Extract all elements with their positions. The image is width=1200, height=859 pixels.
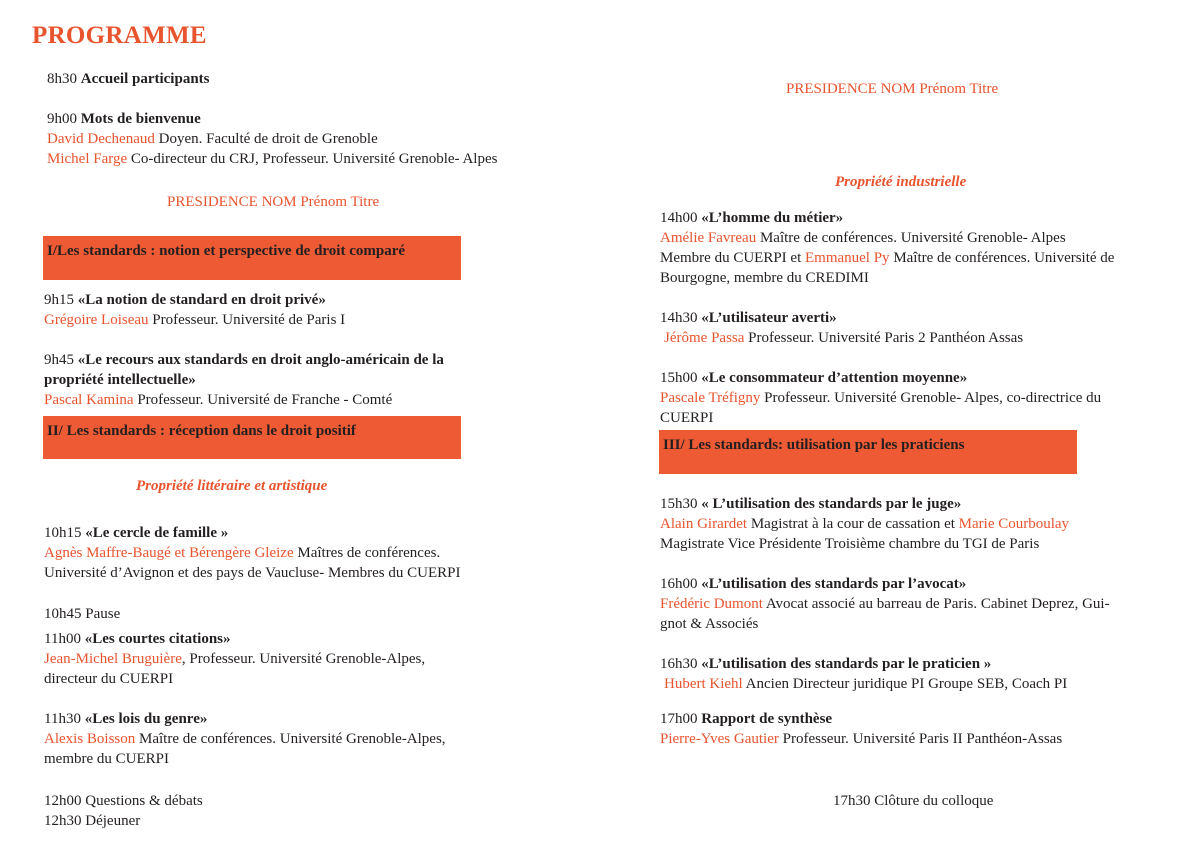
- time: 16h00: [660, 576, 702, 592]
- agenda-item-10h15: [44, 523, 460, 583]
- item-title: «Le cercle de famille »: [85, 525, 229, 541]
- agenda-item-14h00: [660, 208, 1114, 288]
- speaker-name: Frédéric Dumont: [660, 596, 763, 612]
- agenda-item-questions: 12h00 Questions & débats: [44, 793, 203, 809]
- speaker-desc: Magistrate Vice Présidente Troisième chambre du TGI de Paris: [660, 536, 1040, 552]
- speaker-desc: Maître de conférences. Université Grenoble- Alpes: [756, 230, 1066, 246]
- section-title: I/Les standards : notion et perspective de droit comparé: [47, 243, 406, 259]
- speaker-desc: Maître de conférences. Université de: [889, 250, 1115, 266]
- agenda-item-16h00: [660, 574, 1110, 634]
- item-title: «Le consommateur d’attention moyenne»: [701, 370, 968, 386]
- time: 16h30: [660, 656, 702, 672]
- section-title: III/ Les standards: utilisation par les praticiens: [663, 437, 965, 453]
- time: 8h30: [47, 71, 77, 87]
- item-title: «L’homme du métier»: [701, 210, 844, 226]
- agenda-item-16h30: [660, 654, 1067, 694]
- agenda-item-cloture: 17h30 Clôture du colloque: [833, 793, 994, 809]
- speaker-desc: Magistrat à la cour de cassation et: [747, 516, 959, 532]
- time: 9h15: [44, 292, 78, 308]
- agenda-item-bienvenue: [47, 109, 497, 169]
- speaker-desc: Université d’Avignon et des pays de Vaucluse- Membres du CUERPI: [44, 565, 461, 581]
- item-title: «L’utilisation des standards par l’avocat»: [701, 576, 967, 592]
- item-title: «Le recours aux standards en droit anglo-américain de la: [77, 352, 444, 368]
- item-title: «L’utilisateur averti»: [701, 310, 837, 326]
- agenda-item-11h00: [44, 629, 425, 689]
- presidence-label: PRESIDENCE NOM Prénom Titre: [167, 194, 380, 210]
- time: 17h00: [660, 711, 702, 727]
- section-subtitle: Propriété industrielle: [835, 174, 967, 190]
- speaker-desc: Doyen. Faculté de droit de Grenoble: [154, 131, 378, 147]
- speaker-desc: Ancien Directeur juridique PI Groupe SEB, Coach PI: [742, 676, 1068, 692]
- agenda-item-11h30: [44, 709, 446, 769]
- section-title: II/ Les standards : réception dans le droit positif: [47, 423, 356, 439]
- speaker-desc: Avocat associé au barreau de Paris. Cabinet Deprez, Gui-: [762, 596, 1110, 612]
- page-title: PROGRAMME: [32, 22, 207, 49]
- item-title: « L’utilisation des standards par le juge»: [701, 496, 962, 512]
- speaker-desc: Professeur. Université Paris II Panthéon-Assas: [778, 731, 1063, 747]
- speaker-name: Agnès Maffre-Baugé et Bérengère Gleize: [44, 545, 294, 561]
- agenda-item-17h00: [660, 709, 1062, 749]
- speaker-desc: , Professeur. Université Grenoble-Alpes,: [181, 651, 426, 667]
- time: 14h00: [660, 210, 702, 226]
- speaker-name: Pascale Tréfigny: [660, 390, 761, 406]
- time: 15h00: [660, 370, 702, 386]
- time: 9h45: [44, 352, 78, 368]
- speaker-desc: Bourgogne, membre du CREDIMI: [660, 270, 869, 286]
- agenda-item-9h45: [44, 350, 444, 410]
- time: 10h15: [44, 525, 86, 541]
- speaker-name: Pierre-Yves Gautier: [660, 731, 779, 747]
- speaker-desc: Co-directeur du CRJ, Professeur. Université Grenoble- Alpes: [127, 151, 498, 167]
- speaker-desc: CUERPI: [660, 410, 714, 426]
- item-title: Mots de bienvenue: [80, 111, 201, 127]
- speaker-desc: Professeur. Université de Franche - Comté: [133, 392, 393, 408]
- speaker-name: Michel Farge: [47, 151, 128, 167]
- speaker-desc: directeur du CUERPI: [44, 671, 174, 687]
- item-title: «Les lois du genre»: [84, 711, 208, 727]
- speaker-name: Amélie Favreau: [660, 230, 757, 246]
- speaker-name: David Dechenaud: [47, 131, 155, 147]
- speaker-name: Emmanuel Py: [804, 250, 890, 266]
- agenda-item-15h30: [660, 494, 1069, 554]
- item-title: Accueil participants: [80, 71, 210, 87]
- item-title: «La notion de standard en droit privé»: [77, 292, 326, 308]
- agenda-item-dejeuner: 12h30 Déjeuner: [44, 813, 141, 829]
- time: 11h30: [44, 711, 85, 727]
- agenda-item-15h00: [660, 368, 1101, 428]
- section-band-3: [659, 430, 1077, 474]
- agenda-item-pause: 10h45 Pause: [44, 606, 121, 622]
- time: 15h30: [660, 496, 702, 512]
- agenda-item-accueil: [47, 69, 210, 89]
- speaker-name: Grégoire Loiseau: [44, 312, 149, 328]
- speaker-desc: gnot & Associés: [660, 616, 759, 632]
- speaker-name: Alexis Boisson: [44, 731, 136, 747]
- section-band-1: [43, 236, 461, 280]
- speaker-desc: Professeur. Université de Paris I: [148, 312, 346, 328]
- presidence-label: PRESIDENCE NOM Prénom Titre: [786, 81, 999, 97]
- item-title: Rapport de synthèse: [701, 711, 833, 727]
- speaker-desc: membre du CUERPI: [44, 751, 169, 767]
- section-subtitle: Propriété littéraire et artistique: [136, 478, 328, 494]
- item-title: «Les courtes citations»: [84, 631, 231, 647]
- speaker-desc: Maître de conférences. Université Grenoble-Alpes,: [135, 731, 446, 747]
- speaker-name: Pascal Kamina: [44, 392, 134, 408]
- agenda-item-9h15: [44, 290, 345, 330]
- speaker-desc: Membre du CUERPI et: [660, 250, 805, 266]
- speaker-desc: Maîtres de conférences.: [293, 545, 441, 561]
- speaker-desc: Professeur. Université Grenoble- Alpes, co-directrice du: [760, 390, 1102, 406]
- speaker-name: Marie Courboulay: [958, 516, 1070, 532]
- speaker-name: Jérôme Passa: [664, 330, 745, 346]
- item-title-cont: propriété intellectuelle»: [44, 372, 196, 388]
- speaker-desc: Professeur. Université Paris 2 Panthéon Assas: [744, 330, 1024, 346]
- time: 14h30: [660, 310, 702, 326]
- item-title: «L’utilisation des standards par le praticien »: [701, 656, 992, 672]
- section-band-2: [43, 416, 461, 459]
- speaker-name: Hubert Kiehl: [664, 676, 743, 692]
- time: 11h00: [44, 631, 85, 647]
- time: 9h00: [47, 111, 77, 127]
- speaker-name: Jean-Michel Bruguière: [44, 651, 182, 667]
- agenda-item-14h30: [660, 308, 1023, 348]
- speaker-name: Alain Girardet: [660, 516, 748, 532]
